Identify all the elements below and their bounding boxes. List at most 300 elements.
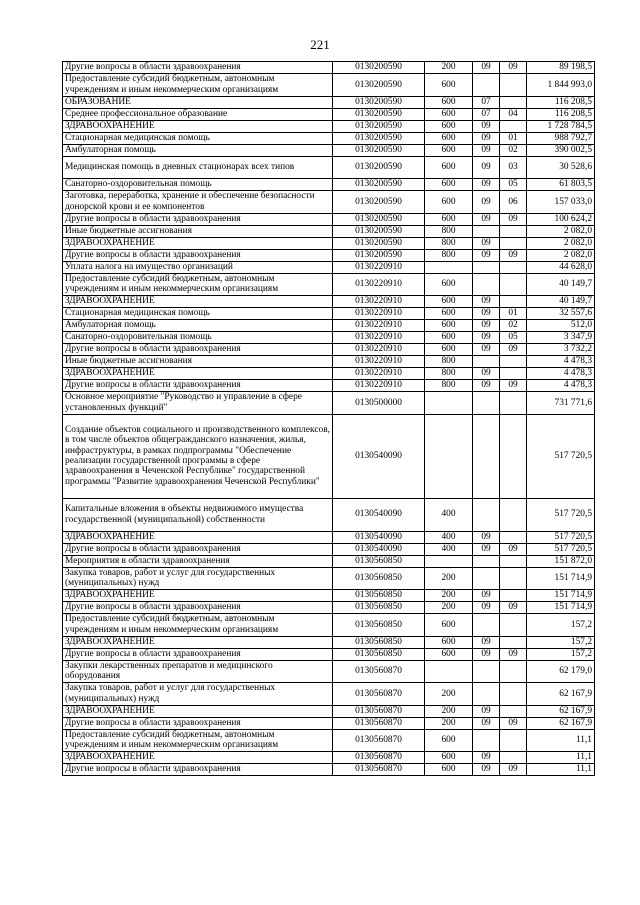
- subsection-cell: 05: [500, 179, 527, 191]
- table-row: [63, 683, 595, 706]
- table-row: [63, 225, 595, 237]
- section-cell: 09: [473, 717, 500, 729]
- expense-name-cell: Основное мероприятие "Руководство и управление в сфере установленных функций": [63, 392, 333, 415]
- target-article-cell: 0130200590: [333, 156, 425, 179]
- amount-cell: 62 167,9: [527, 683, 595, 706]
- subsection-cell: 01: [500, 308, 527, 320]
- amount-cell: 4 478,3: [527, 368, 595, 380]
- expense-name-cell: Медицинская помощь в дневных стационарах всех типов: [63, 156, 333, 179]
- subsection-cell: [500, 356, 527, 368]
- target-article-cell: 0130560870: [333, 752, 425, 764]
- expense-type-cell: 200: [425, 717, 473, 729]
- target-article-cell: 0130540090: [333, 531, 425, 543]
- amount-cell: 11,1: [527, 729, 595, 752]
- expense-name-cell: Другие вопросы в области здравоохранения: [63, 648, 333, 660]
- expense-type-cell: 800: [425, 380, 473, 392]
- table-row: [63, 308, 595, 320]
- subsection-cell: 09: [500, 717, 527, 729]
- target-article-cell: 0130560870: [333, 764, 425, 776]
- target-article-cell: 0130200590: [333, 213, 425, 225]
- expense-name-cell: ЗДРАВООХРАНЕНИЕ: [63, 120, 333, 132]
- table-row: [63, 392, 595, 415]
- section-cell: [473, 683, 500, 706]
- section-cell: 09: [473, 602, 500, 614]
- expense-name-cell: Предоставление субсидий бюджетным, автономным учреждениям и иным некоммерческим организациям: [63, 729, 333, 752]
- expense-name-cell: Стационарная медицинская помощь: [63, 132, 333, 144]
- expense-name-cell: Предоставление субсидий бюджетным, автономным учреждениям и иным некоммерческим организациям: [63, 74, 333, 97]
- target-article-cell: 0130200590: [333, 249, 425, 261]
- target-article-cell: 0130560850: [333, 648, 425, 660]
- amount-cell: 1 844 993,0: [527, 74, 595, 97]
- subsection-cell: 02: [500, 144, 527, 156]
- expense-name-cell: Другие вопросы в области здравоохранения: [63, 213, 333, 225]
- expense-type-cell: 600: [425, 144, 473, 156]
- expense-name-cell: Другие вопросы в области здравоохранения: [63, 249, 333, 261]
- table-row: [63, 380, 595, 392]
- table-row: [63, 213, 595, 225]
- section-cell: [473, 392, 500, 415]
- amount-cell: 30 528,6: [527, 156, 595, 179]
- target-article-cell: 0130540090: [333, 543, 425, 555]
- table-row: [63, 273, 595, 296]
- expense-type-cell: 800: [425, 368, 473, 380]
- section-cell: 09: [473, 332, 500, 344]
- expense-name-cell: Иные бюджетные ассигнования: [63, 356, 333, 368]
- amount-cell: 157 033,0: [527, 191, 595, 214]
- target-article-cell: 0130560850: [333, 602, 425, 614]
- table-row: [63, 62, 595, 74]
- target-article-cell: 0130220910: [333, 356, 425, 368]
- table-row: [63, 729, 595, 752]
- budget-table-body: [63, 62, 595, 776]
- table-row: [63, 614, 595, 637]
- target-article-cell: 0130560850: [333, 555, 425, 567]
- subsection-cell: 09: [500, 62, 527, 74]
- table-row: [63, 296, 595, 308]
- subsection-cell: 05: [500, 332, 527, 344]
- section-cell: [473, 614, 500, 637]
- table-row: [63, 660, 595, 683]
- subsection-cell: 01: [500, 132, 527, 144]
- amount-cell: 2 082,0: [527, 249, 595, 261]
- expense-type-cell: 400: [425, 531, 473, 543]
- expense-type-cell: 600: [425, 74, 473, 97]
- target-article-cell: 0130200590: [333, 120, 425, 132]
- expense-type-cell: 200: [425, 705, 473, 717]
- section-cell: [473, 567, 500, 590]
- section-cell: [473, 273, 500, 296]
- expense-type-cell: 600: [425, 132, 473, 144]
- target-article-cell: 0130560870: [333, 683, 425, 706]
- amount-cell: 517 720,5: [527, 414, 595, 498]
- expense-type-cell: 200: [425, 590, 473, 602]
- section-cell: [473, 225, 500, 237]
- section-cell: 09: [473, 705, 500, 717]
- target-article-cell: 0130500000: [333, 392, 425, 415]
- expense-name-cell: Другие вопросы в области здравоохранения: [63, 380, 333, 392]
- subsection-cell: [500, 120, 527, 132]
- table-row: [63, 108, 595, 120]
- expense-name-cell: Закупка товаров, работ и услуг для государственных (муниципальных) нужд: [63, 683, 333, 706]
- amount-cell: 32 557,6: [527, 308, 595, 320]
- section-cell: [473, 498, 500, 531]
- target-article-cell: 0130200590: [333, 191, 425, 214]
- subsection-cell: [500, 273, 527, 296]
- table-row: [63, 191, 595, 214]
- amount-cell: 62 179,0: [527, 660, 595, 683]
- amount-cell: 517 720,5: [527, 531, 595, 543]
- section-cell: 09: [473, 320, 500, 332]
- amount-cell: 3 732,2: [527, 344, 595, 356]
- section-cell: [473, 74, 500, 97]
- expense-type-cell: 600: [425, 752, 473, 764]
- target-article-cell: 0130540090: [333, 414, 425, 498]
- amount-cell: 157,2: [527, 636, 595, 648]
- section-cell: 09: [473, 62, 500, 74]
- expense-name-cell: Амбулаторная помощь: [63, 144, 333, 156]
- section-cell: 09: [473, 380, 500, 392]
- section-cell: [473, 660, 500, 683]
- expense-type-cell: 200: [425, 602, 473, 614]
- section-cell: 09: [473, 531, 500, 543]
- section-cell: 09: [473, 590, 500, 602]
- section-cell: 09: [473, 249, 500, 261]
- expense-name-cell: ЗДРАВООХРАНЕНИЕ: [63, 636, 333, 648]
- amount-cell: 157,2: [527, 614, 595, 637]
- expense-name-cell: Мероприятия в области здравоохранения: [63, 555, 333, 567]
- expense-name-cell: ЗДРАВООХРАНЕНИЕ: [63, 237, 333, 249]
- expense-type-cell: 600: [425, 213, 473, 225]
- amount-cell: 100 624,2: [527, 213, 595, 225]
- expense-type-cell: 400: [425, 498, 473, 531]
- section-cell: [473, 356, 500, 368]
- section-cell: 09: [473, 308, 500, 320]
- target-article-cell: 0130220910: [333, 344, 425, 356]
- target-article-cell: 0130560850: [333, 590, 425, 602]
- target-article-cell: 0130220910: [333, 261, 425, 273]
- section-cell: [473, 414, 500, 498]
- subsection-cell: [500, 368, 527, 380]
- subsection-cell: 09: [500, 213, 527, 225]
- amount-cell: 116 208,5: [527, 108, 595, 120]
- table-row: [63, 156, 595, 179]
- expense-type-cell: 800: [425, 356, 473, 368]
- table-row: [63, 249, 595, 261]
- subsection-cell: 09: [500, 344, 527, 356]
- expense-type-cell: 400: [425, 543, 473, 555]
- expense-type-cell: 600: [425, 156, 473, 179]
- subsection-cell: 09: [500, 764, 527, 776]
- table-row: [63, 590, 595, 602]
- amount-cell: 2 082,0: [527, 225, 595, 237]
- section-cell: 09: [473, 144, 500, 156]
- expense-type-cell: 600: [425, 120, 473, 132]
- amount-cell: 4 478,3: [527, 380, 595, 392]
- expense-name-cell: Стационарная медицинская помощь: [63, 308, 333, 320]
- section-cell: [473, 555, 500, 567]
- target-article-cell: 0130220910: [333, 368, 425, 380]
- expense-type-cell: 800: [425, 225, 473, 237]
- amount-cell: 512,0: [527, 320, 595, 332]
- subsection-cell: 09: [500, 543, 527, 555]
- subsection-cell: [500, 296, 527, 308]
- section-cell: 09: [473, 191, 500, 214]
- section-cell: 09: [473, 648, 500, 660]
- table-row: [63, 120, 595, 132]
- expense-type-cell: 200: [425, 62, 473, 74]
- amount-cell: 151 714,9: [527, 590, 595, 602]
- section-cell: 09: [473, 764, 500, 776]
- expense-type-cell: 600: [425, 614, 473, 637]
- subsection-cell: 04: [500, 108, 527, 120]
- section-cell: 09: [473, 120, 500, 132]
- target-article-cell: 0130560870: [333, 729, 425, 752]
- expense-type-cell: 600: [425, 729, 473, 752]
- expense-type-cell: [425, 660, 473, 683]
- target-article-cell: 0130540090: [333, 498, 425, 531]
- subsection-cell: [500, 660, 527, 683]
- page-number: 221: [310, 37, 330, 52]
- expense-type-cell: 600: [425, 96, 473, 108]
- expense-name-cell: Закупка товаров, работ и услуг для государственных (муниципальных) нужд: [63, 567, 333, 590]
- table-row: [63, 96, 595, 108]
- expense-name-cell: Предоставление субсидий бюджетным, автономным учреждениям и иным некоммерческим организациям: [63, 614, 333, 637]
- amount-cell: 517 720,5: [527, 543, 595, 555]
- subsection-cell: 03: [500, 156, 527, 179]
- amount-cell: 2 082,0: [527, 237, 595, 249]
- subsection-cell: [500, 683, 527, 706]
- subsection-cell: [500, 567, 527, 590]
- amount-cell: 3 347,9: [527, 332, 595, 344]
- table-row: [63, 602, 595, 614]
- subsection-cell: [500, 705, 527, 717]
- subsection-cell: 09: [500, 648, 527, 660]
- section-cell: 07: [473, 96, 500, 108]
- expense-type-cell: 600: [425, 648, 473, 660]
- table-row: [63, 636, 595, 648]
- table-row: [63, 764, 595, 776]
- expense-type-cell: 600: [425, 179, 473, 191]
- expense-type-cell: 600: [425, 273, 473, 296]
- target-article-cell: 0130200590: [333, 179, 425, 191]
- section-cell: 09: [473, 237, 500, 249]
- subsection-cell: [500, 590, 527, 602]
- target-article-cell: 0130560850: [333, 614, 425, 637]
- expense-type-cell: 600: [425, 332, 473, 344]
- amount-cell: 151 714,9: [527, 567, 595, 590]
- subsection-cell: [500, 237, 527, 249]
- table-row: [63, 179, 595, 191]
- table-row: [63, 237, 595, 249]
- expense-type-cell: 600: [425, 320, 473, 332]
- amount-cell: 11,1: [527, 752, 595, 764]
- table-row: [63, 414, 595, 498]
- expense-name-cell: ЗДРАВООХРАНЕНИЕ: [63, 368, 333, 380]
- expense-name-cell: Другие вопросы в области здравоохранения: [63, 764, 333, 776]
- section-cell: 09: [473, 636, 500, 648]
- table-row: [63, 498, 595, 531]
- expense-type-cell: 600: [425, 764, 473, 776]
- section-cell: [473, 261, 500, 273]
- expense-type-cell: 800: [425, 237, 473, 249]
- target-article-cell: 0130560850: [333, 636, 425, 648]
- section-cell: 09: [473, 752, 500, 764]
- amount-cell: 40 149,7: [527, 273, 595, 296]
- expense-type-cell: 600: [425, 191, 473, 214]
- expense-name-cell: Среднее профессиональное образование: [63, 108, 333, 120]
- expense-name-cell: Амбулаторная помощь: [63, 320, 333, 332]
- expense-name-cell: ОБРАЗОВАНИЕ: [63, 96, 333, 108]
- table-row: [63, 543, 595, 555]
- target-article-cell: 0130200590: [333, 62, 425, 74]
- subsection-cell: 02: [500, 320, 527, 332]
- amount-cell: 1 728 784,5: [527, 120, 595, 132]
- table-row: [63, 705, 595, 717]
- expense-type-cell: [425, 555, 473, 567]
- target-article-cell: 0130560870: [333, 717, 425, 729]
- expense-type-cell: 200: [425, 683, 473, 706]
- section-cell: 09: [473, 296, 500, 308]
- expense-type-cell: [425, 261, 473, 273]
- amount-cell: 157,2: [527, 648, 595, 660]
- target-article-cell: 0130560870: [333, 705, 425, 717]
- subsection-cell: [500, 636, 527, 648]
- subsection-cell: 09: [500, 380, 527, 392]
- table-row: [63, 144, 595, 156]
- amount-cell: 61 803,5: [527, 179, 595, 191]
- target-article-cell: 0130200590: [333, 96, 425, 108]
- subsection-cell: [500, 414, 527, 498]
- amount-cell: 4 478,3: [527, 356, 595, 368]
- table-row: [63, 332, 595, 344]
- section-cell: [473, 729, 500, 752]
- expense-name-cell: ЗДРАВООХРАНЕНИЕ: [63, 590, 333, 602]
- expense-type-cell: 600: [425, 344, 473, 356]
- target-article-cell: 0130560870: [333, 660, 425, 683]
- subsection-cell: [500, 392, 527, 415]
- expense-type-cell: 600: [425, 636, 473, 648]
- table-row: [63, 261, 595, 273]
- target-article-cell: 0130200590: [333, 74, 425, 97]
- amount-cell: 151 714,9: [527, 602, 595, 614]
- subsection-cell: [500, 729, 527, 752]
- expense-name-cell: Другие вопросы в области здравоохранения: [63, 543, 333, 555]
- target-article-cell: 0130200590: [333, 132, 425, 144]
- amount-cell: 89 198,5: [527, 62, 595, 74]
- table-row: [63, 356, 595, 368]
- table-row: [63, 752, 595, 764]
- section-cell: 09: [473, 179, 500, 191]
- table-row: [63, 368, 595, 380]
- target-article-cell: 0130200590: [333, 237, 425, 249]
- expense-name-cell: ЗДРАВООХРАНЕНИЕ: [63, 531, 333, 543]
- section-cell: 09: [473, 132, 500, 144]
- amount-cell: 116 208,5: [527, 96, 595, 108]
- expense-type-cell: [425, 414, 473, 498]
- table-row: [63, 320, 595, 332]
- amount-cell: 44 628,0: [527, 261, 595, 273]
- expense-name-cell: Другие вопросы в области здравоохранения: [63, 344, 333, 356]
- subsection-cell: [500, 752, 527, 764]
- expense-name-cell: Предоставление субсидий бюджетным, автономным учреждениям и иным некоммерческим организациям: [63, 273, 333, 296]
- subsection-cell: 09: [500, 249, 527, 261]
- expense-name-cell: Иные бюджетные ассигнования: [63, 225, 333, 237]
- target-article-cell: 0130220910: [333, 273, 425, 296]
- section-cell: 09: [473, 368, 500, 380]
- expense-type-cell: [425, 392, 473, 415]
- amount-cell: 151 872,0: [527, 555, 595, 567]
- subsection-cell: [500, 555, 527, 567]
- subsection-cell: [500, 96, 527, 108]
- subsection-cell: 06: [500, 191, 527, 214]
- table-row: [63, 531, 595, 543]
- expense-name-cell: Закупки лекарственных препаратов и медицинского оборудования: [63, 660, 333, 683]
- expense-name-cell: Санаторно-оздоровительная помощь: [63, 332, 333, 344]
- table-row: [63, 567, 595, 590]
- subsection-cell: [500, 531, 527, 543]
- section-cell: 09: [473, 543, 500, 555]
- expense-name-cell: Заготовка, переработка, хранение и обеспечение безопасности донорской крови и ее компонентов: [63, 191, 333, 214]
- expense-name-cell: Капитальные вложения в объекты недвижимого имущества государственной (муниципальной) собственности: [63, 498, 333, 531]
- expense-type-cell: 800: [425, 249, 473, 261]
- subsection-cell: [500, 261, 527, 273]
- target-article-cell: 0130220910: [333, 296, 425, 308]
- subsection-cell: [500, 74, 527, 97]
- target-article-cell: 0130220910: [333, 320, 425, 332]
- expense-name-cell: Другие вопросы в области здравоохранения: [63, 602, 333, 614]
- table-row: [63, 132, 595, 144]
- table-row: [63, 344, 595, 356]
- budget-table: [62, 61, 595, 776]
- subsection-cell: [500, 498, 527, 531]
- subsection-cell: 09: [500, 602, 527, 614]
- amount-cell: 11,1: [527, 764, 595, 776]
- expense-type-cell: 600: [425, 296, 473, 308]
- table-row: [63, 555, 595, 567]
- amount-cell: 62 167,9: [527, 705, 595, 717]
- amount-cell: 62 167,9: [527, 717, 595, 729]
- target-article-cell: 0130560850: [333, 567, 425, 590]
- expense-name-cell: Другие вопросы в области здравоохранения: [63, 62, 333, 74]
- amount-cell: 731 771,6: [527, 392, 595, 415]
- section-cell: 07: [473, 108, 500, 120]
- target-article-cell: 0130200590: [333, 225, 425, 237]
- amount-cell: 40 149,7: [527, 296, 595, 308]
- target-article-cell: 0130220910: [333, 308, 425, 320]
- section-cell: 09: [473, 156, 500, 179]
- expense-name-cell: Санаторно-оздоровительная помощь: [63, 179, 333, 191]
- subsection-cell: [500, 225, 527, 237]
- expense-name-cell: Другие вопросы в области здравоохранения: [63, 717, 333, 729]
- section-cell: 09: [473, 213, 500, 225]
- subsection-cell: [500, 614, 527, 637]
- target-article-cell: 0130220910: [333, 380, 425, 392]
- amount-cell: 988 792,7: [527, 132, 595, 144]
- expense-name-cell: ЗДРАВООХРАНЕНИЕ: [63, 296, 333, 308]
- target-article-cell: 0130200590: [333, 144, 425, 156]
- table-row: [63, 648, 595, 660]
- amount-cell: 390 002,5: [527, 144, 595, 156]
- table-row: [63, 717, 595, 729]
- target-article-cell: 0130220910: [333, 332, 425, 344]
- expense-name-cell: Уплата налога на имущество организаций: [63, 261, 333, 273]
- expense-name-cell: Создание объектов социального и производственного комплексов, в том числе объектов общегражданского назначения, жилья, инфраструктуры, в рамках подпрограммы "Обеспечение реализации государственной программы в сфере здравоохранения в Чеченской Республике" государственной программы "Развитие здравоохранения Чеченской Республики": [63, 414, 333, 498]
- section-cell: 09: [473, 344, 500, 356]
- expense-type-cell: 200: [425, 567, 473, 590]
- target-article-cell: 0130200590: [333, 108, 425, 120]
- table-row: [63, 74, 595, 97]
- expense-type-cell: 600: [425, 108, 473, 120]
